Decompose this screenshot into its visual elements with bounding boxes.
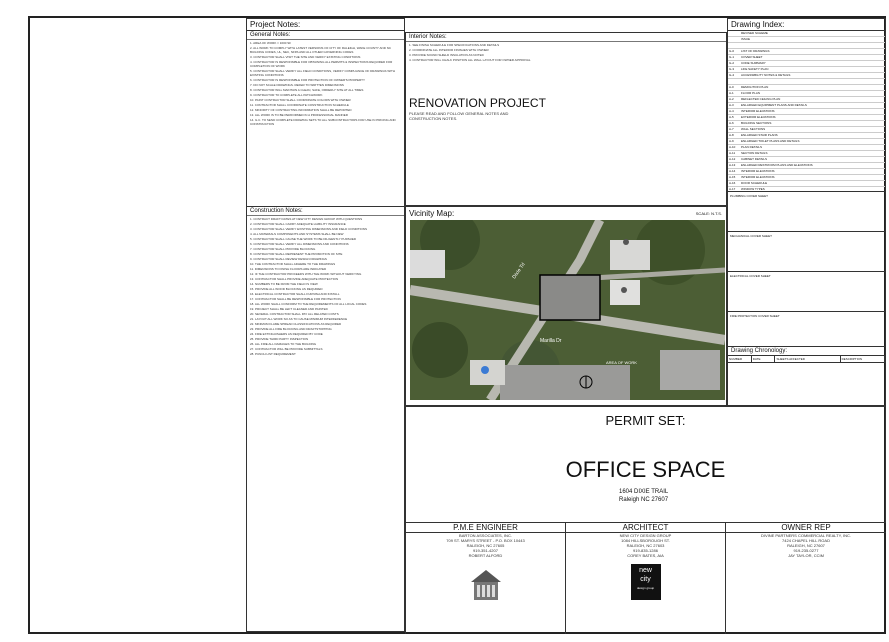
construction-notes-panel [246,206,405,632]
general-note-item: 9. CONTRACTOR TO COMPLETE ALL PATCHWORK [250,93,323,97]
consultant-info-line: COREY BATES, AIA [627,553,664,558]
sheet-number: G-1 [729,55,735,59]
permit-title: PERMIT SET: [605,413,686,428]
sheet-number: A-1 [729,91,734,95]
sheet-number: A-5 [729,115,734,119]
general-note-item: 2. ALL WORK TO COMPLY WITH LATEST VERSIONS OF CITY OF RALEIGH, WAKE COUNTY AND NC BUILDING CODES, UL, NEC, NFPA AND ALL OTHER GOVERNING CODES [250,46,392,54]
general-note-item: 1. AREA OF WORK = 1600 SF [250,41,292,45]
construction-note-item: 23. PROVIDE ALL FIRE BLOCKING AND DRAFTSTOPPING [250,327,332,331]
sheet-title: ENLARGED TOILET PLANS AND DETAILS [741,139,800,143]
new-city-logo [631,564,661,600]
sheet-number: A-14 [729,169,736,173]
construction-note-item: 28. PUNCH LIST REQUIREMENT [250,352,296,356]
sheet-title: REVISED SCHEME [741,31,768,35]
sheet-number: A-0 [729,85,734,89]
construction-notes-list [247,216,404,358]
owner-title: OWNER REP [726,523,886,533]
sheet-number: A-6 [729,121,734,125]
sheet-number: A-10 [729,145,736,149]
sheet-title: LIFE SAFETY PLAN [741,67,769,71]
construction-note-item: 15. PROVIDE ALL WOOD BLOCKING AS REQUIRED [250,287,323,291]
chronology-header: NUMBER [728,356,752,362]
construction-note-item: 19. PROJECT SHALL BE LEFT CLEANED AND PAINTED [250,307,328,311]
discipline-cover-row: ELECTRICAL COVER SHEET [728,271,885,311]
general-note-item: 3. CONTRACTOR SHALL VISIT THE SITE AND VERIFY EXISTING CONDITIONS [250,55,361,59]
logo-word-1: new [639,567,652,574]
sheet-title: ACCESSIBILITY NOTES & DETAILS [741,73,791,77]
construction-note-item: 2. CONTRACTOR SHALL CARRY ADEQUATE LIABILITY INSURANCE [250,222,346,226]
sheet-title: WINDOW TYPES [741,187,765,191]
construction-note-item: 1. CONTRACT DRAFT DATES AT NEW CITY DESIGN GROUP WITH QUESTIONS [250,217,363,221]
sheet-number: G-4 [729,73,735,77]
interior-note-item: 2. COORDINATE ALL INTERIOR FINISHES WITH OWNER [409,48,489,52]
drawing-index-list [728,31,885,191]
discipline-cover-row: PLUMBING COVER SHEET [728,191,885,231]
architect-title: ARCHITECT [566,523,725,533]
sheet-number [728,31,741,36]
chronology-header: DESCRIPTION [841,356,885,362]
general-note-item: 12. MINORITY OF CONTRACTING INFORMATION SHALL BE REPORTED [250,108,352,112]
sheet-number [728,43,741,48]
construction-notes-title: Construction Notes: [247,207,404,216]
sheet-title: DOOR SCHEDULE [741,181,768,185]
consultant-info-line: 919-835-1286 [633,548,658,553]
sheet-title: EXTERIOR ELEVATIONS [741,115,776,119]
sheet-title: ENLARGED STAIR PLANS [741,133,778,137]
sheet-title: ENLARGED EQUIPMENT PLANS AND DETAILS [741,103,807,107]
sheet-title: BUILDING SECTIONS [741,121,772,125]
sheet-title: PLAN DETAILS [741,145,762,149]
consultant-info-line: 919-235-0277 [793,548,819,553]
sheet-title: CABINET DETAILS [741,157,768,161]
sheet-number: A-15 [729,175,736,179]
consultant-info-line: RALEIGH, NC 27603 [626,543,665,548]
street-label-marilla: Marilla Dr [540,338,562,344]
general-note-item: 7. DO NOT SCALE DRAWINGS. REFER TO WRITTEN DIMENSIONS [250,83,344,87]
consultant-info-line: 709 ST. MARYS STREET - P.O. BOX 10443 [446,538,525,543]
interior-note-item: 4. CONTRACTOR WILL CHALK POSITION ALL WALL LAYOUT FOR OWNER APPROVAL [409,58,531,62]
sheet-number: A-3 [729,103,734,107]
vicinity-map-image [410,220,725,400]
general-note-item: 11. CONTRACTOR SHALL COORDINATE CONSTRUCTION SCHEDULE [250,103,349,107]
construction-note-item: 5. CONTRACTOR SHALL CAUSE THE WORK TO BE DILIGENTLY PURSUED [250,237,357,241]
construction-note-item: 3. CONTRACTOR SHALL VERIFY EXISTING DIMENSIONS AND FIELD CONDITIONS [250,227,367,231]
sheet-title: WALL SECTIONS [741,127,766,131]
address-line-1: 1604 DIXIE TRAIL [619,489,669,495]
interior-note-item: 3. PROVIDE SOUND SHIELD INSULATION AS NOTED [409,53,484,57]
sheet-number: G-3 [729,67,735,71]
construction-note-item: 17. CONTRACTOR SHALL BE RESPONSIBLE FOR PROTECTION [250,297,341,301]
interior-notes-list [406,42,726,94]
drawing-index-sections [728,191,885,351]
chronology-headers [728,356,885,363]
satellite-map [410,220,725,400]
consultant-info-line: JAY TAYLOR, CCIM [788,553,824,558]
construction-note-item: 21. LAYOUT ALL WORK SO AS TO CAUSE MINIMUM INTERFERENCE [250,317,348,321]
sheet-title: FLOOR PLAN [741,91,761,95]
sheet-number: G-0 [729,49,735,53]
logo-word-3: design group [636,586,655,590]
sheet-title: INTERIOR ELEVATIONS [741,169,775,173]
consultant-info-line: ROBERT ALFORD [468,553,503,558]
permit-panel [405,406,886,523]
construction-note-item: 12. IF THE CONTRACTOR PROCEEDS WITH THE WORK WITHOUT VERIFYING [250,272,362,276]
consultant-info-line: RALEIGH, NC 27605 [466,543,505,548]
sheet-number: A-16 [729,181,736,185]
sheet-number: G-2 [729,61,735,65]
discipline-cover-row: MECHANICAL COVER SHEET [728,231,885,271]
construction-note-item: 4. ALL MATERIALS COMPONENTS AND SYSTEMS SHALL BE NEW [250,232,344,236]
architect-block [565,523,725,634]
renovation-title: RENOVATION PROJECT [409,96,546,110]
construction-note-item: 14. NUMBERS TO BE FROM THE FIELD IS VIEW [250,282,318,286]
owner-rep-block [725,523,886,634]
sheet-title: DEMOLITION PLAN [741,85,769,89]
sheet-number: A-9 [729,139,734,143]
consultant-info-line: 919-351-4207 [473,548,498,553]
sheet-title: COVER SHEET [741,55,763,59]
consultant-info-line: RALEIGH, NC 27607 [787,543,825,548]
general-note-item: 5. CONTRACTOR SHALL VERIFY ALL FIELD CONDITIONS, VERIFY COMPLIANCE OF DRAWINGS WITH EXISTING CONDITIONS [250,69,396,77]
interior-notes-title: Interior Notes: [406,33,726,42]
construction-note-item: 8. CONTRACTOR SHALL REPRESENT THE PROMOTION OF SITE [250,252,343,256]
pme-engineer-block [405,523,565,634]
sheet-title: INTERIOR ELEVATIONS [741,109,775,113]
map-scale: SCALE: N.T.S. [695,211,722,216]
project-name: OFFICE SPACE [565,457,726,482]
sheet-title: INTERIOR ELEVATIONS [741,175,775,179]
consultant-info-line: 1084 HILLSBOROUGH ST. [621,538,670,543]
construction-note-item: 11. DIMENSIONS TO FINISH FLOORS ARE INDICATED [250,267,327,271]
sheet-number: A-11 [729,151,736,155]
interior-notes-panel [405,32,727,206]
construction-note-item: 13. CONTRACTOR SHALL PROVIDE ADEQUATE PROTECTION [250,277,339,281]
general-note-item: 8. CONTRACTOR WILL MAINTAIN A CLEAN, SAFE, ORDERLY SITE AT ALL TIMES [250,88,364,92]
address-line-2: Raleigh NC 27607 [619,497,669,503]
construction-note-item: 20. SEVERAL CONTRACTOR SHALL PAY ALL RELATED COSTS [250,312,339,316]
engineer-building-logo [469,568,503,602]
construction-note-item: 9. CONTRACTOR SHALL REVIEW DESIGN DRAWINGS [250,257,327,261]
interior-note-item: 1. SEE FINISH SCHEDULE FOR SPECIFICATIONS AND DETAILS [409,43,500,47]
drawing-index-title: Drawing Index: [728,19,885,31]
sheet-number: A-12 [729,157,736,161]
area-of-work-label: AREA OF WORK [606,360,637,365]
pme-title: P.M.E ENGINEER [406,523,565,533]
project-notes-title: Project Notes: [247,19,404,31]
consultant-info-line: BARTON ASSOCIATES, INC. [459,533,512,538]
sheet-title: ISSUE [741,37,751,41]
consultant-info-line: NEW CITY DESIGN GROUP [619,533,672,538]
logo-word-2: city [640,576,651,583]
construction-note-item: 25. PROVIDE THIRD PARTY INSPECTION [250,337,309,341]
construction-note-item: 22. MINIMUM FLAME SPREAD CLASSIFICATIONS AS REQUIRED [250,322,342,326]
chronology-header: DATE [752,356,776,362]
street-label-dixie: Dixie Trl [511,261,527,281]
construction-note-item: 10. THE CONTRACTOR SHALL ADHERE TO THE DRAWINGS [250,262,336,266]
general-notes-list [247,40,404,192]
sheet-number: A-4 [729,109,734,113]
sheet-title: ENLARGED RESTROOM PLANS AND ELEVATIONS [741,163,813,167]
chronology-header: SHEETS AFFECTED [775,356,840,362]
discipline-cover-row: FIRE PROTECTION COVER SHEET [728,311,885,351]
sheet-number [728,79,741,84]
construction-note-item: 26. ALL FIRE ALL DAMAGES TO THE BUILDING [250,342,317,346]
general-notes-title: General Notes: [247,31,404,40]
general-note-item: 4. CONTRACTOR IS RESPONSIBLE FOR OBTAINING ALL PERMITS & INSPECTIONS REQUIRED FOR COMPLETION OF WORK [250,60,393,68]
sheet-number: A-8 [729,133,734,137]
chronology-title: Drawing Chronology: [728,346,885,356]
construction-note-item: 6. CONTRACTOR SHALL VERIFY ALL DIMENSIONS AND CONDITIONS [250,242,349,246]
sheet-title: REFLECTED CEILING PLAN [741,97,781,101]
consultant-info-line: 7424 CHAPEL HILL ROAD [782,538,830,543]
construction-note-item: 27. CONTRACTOR WILL BE PROVIDE SUBMITTALS [250,347,323,351]
sheet-title: LIST OF DRAWINGS [741,49,770,53]
drawing-index-panel [727,18,886,406]
general-note-item: 14. G.C. TO SEND COMPLETE DRAWING SETS TO ALL SUBCONTRACTORS FOR USE IN PRICING AND CONSTRUCTION [250,118,396,126]
sheet-title: SECTION DETAILS [741,151,768,155]
sheet-number: A-13 [729,163,736,167]
general-note-item: 13. ALL WORK IS TO BE PERFORMED IN A PROFESSIONAL MANNER [250,113,348,117]
renovation-note: PLEASE READ AND FOLLOW GENERAL NOTES AND CONSTRUCTION NOTES. [409,111,509,121]
construction-note-item: 24. FIRE EXTINGUISHERS AS REQUIRED BY CODE [250,332,323,336]
consultant-info-line: DIVINE PARTNERS COMMERCIAL REALTY, INC. [760,533,852,538]
sheet-number: A-7 [729,127,734,131]
vicinity-map-title: Vicinity Map: [409,209,455,218]
construction-note-item: 7. CONTRACTOR SHALL PROVIDE BLOCKING [250,247,316,251]
sheet-number [728,37,741,42]
construction-note-item: 18. ALL WORK SHALL CONFORM TO THE REQUIREMENTS OF ALL LOCAL CODES [250,302,367,306]
construction-note-item: 16. ELECTRICAL CONTRACTOR SHALL FURNISH AND INSTALL [250,292,340,296]
sheet-title: CODE SUMMARY [741,61,766,65]
general-note-item: 10. PAINT CONTRACTOR SHALL COORDINATE COLORS WITH OWNER [250,98,351,102]
sheet-number: A-17 [729,187,736,191]
sheet-number: A-2 [729,97,734,101]
general-note-item: 6. CONTRACTOR IS RESPONSIBLE FOR PROTECTION OF OWNER'S PROPERTY [250,78,365,82]
